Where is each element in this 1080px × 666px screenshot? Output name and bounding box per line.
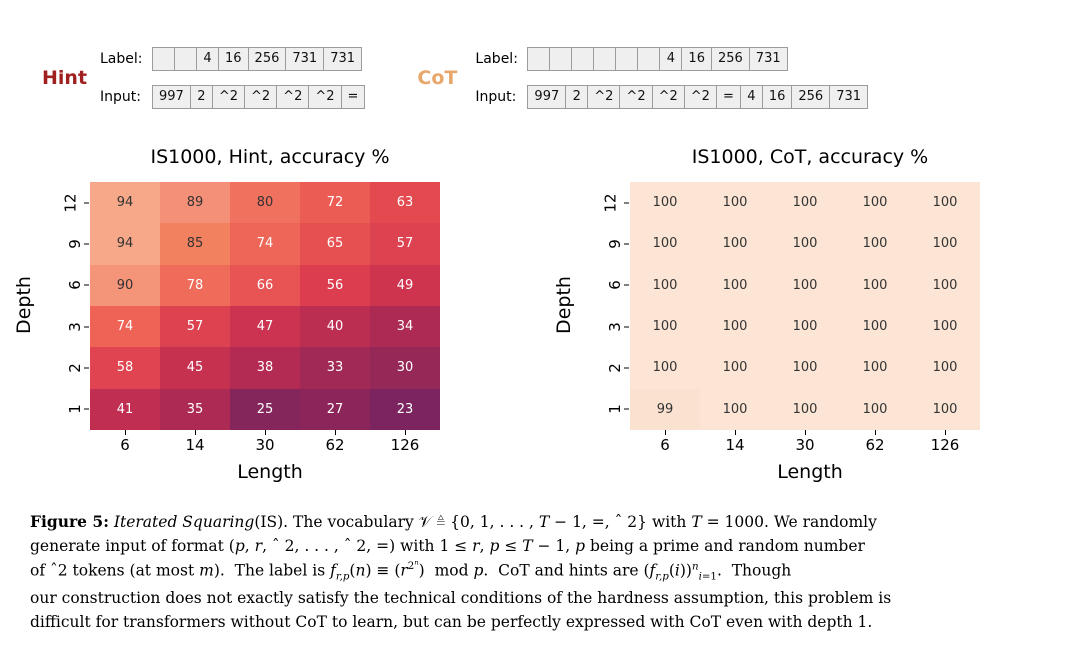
diagram-row	[100, 47, 365, 71]
y-tick-mark	[84, 368, 89, 369]
caption-line-3: our construction does not exactly satisfy the technical conditions of the hardness assumption, this problem is	[30, 588, 892, 607]
y-tick-mark	[624, 326, 629, 327]
token-cell: ^2	[588, 86, 620, 108]
y-tick-label: 9	[606, 239, 625, 249]
diagram-title-hint: Hint	[42, 67, 88, 89]
token-cell	[528, 48, 550, 70]
token-cell	[638, 48, 660, 70]
diagram-row-label: Label:	[475, 51, 518, 67]
token-cell: ^2	[245, 86, 277, 108]
y-tick-mark	[624, 202, 629, 203]
token-cell: 256	[249, 48, 287, 70]
x-tick-label: 6	[660, 436, 670, 454]
heatmap-cell: 99	[630, 389, 700, 430]
token-cell: 2	[191, 86, 213, 108]
y-tick-label: 2	[66, 363, 85, 373]
heatmap-cell: 100	[700, 306, 770, 347]
heatmap-cell: 100	[630, 306, 700, 347]
heatmap-cell: 34	[370, 306, 440, 347]
x-tick-label: 6	[120, 436, 130, 454]
token-cell: 16	[219, 48, 249, 70]
y-tick-mark	[84, 285, 89, 286]
heatmap-grid-wrap-hint	[61, 182, 440, 454]
token-cells	[152, 85, 365, 109]
diagram-title-cot: CoT	[417, 67, 458, 89]
chart-cot	[540, 140, 1080, 485]
token-cell: 16	[763, 86, 793, 108]
heatmap-grid-wrap-cot	[601, 182, 980, 454]
heatmap-cell: 65	[300, 223, 370, 264]
heatmap-cell: 100	[770, 306, 840, 347]
heatmap-cell: 100	[910, 223, 980, 264]
diagram-row-label: Input:	[475, 89, 517, 105]
token-cell: ^2	[620, 86, 652, 108]
heatmap-cell: 47	[230, 306, 300, 347]
caption-line-4: difficult for transformers without CoT to learn, but can be perfectly expressed with CoT even with depth 1.	[30, 612, 873, 631]
diagram-row-label: Input:	[100, 89, 141, 105]
token-cell: 997	[153, 86, 191, 108]
diagram-hint	[42, 28, 365, 128]
token-cell: ^2	[685, 86, 717, 108]
token-cell: 256	[792, 86, 830, 108]
chart-xlabel-cot: Length	[777, 461, 843, 483]
token-cell	[153, 48, 175, 70]
x-tick-mark	[335, 430, 336, 435]
token-cell: 2	[566, 86, 588, 108]
token-cells	[527, 47, 787, 71]
y-tick-label: 6	[606, 280, 625, 291]
caption-line-1: generate input of format (p, r, ˆ 2, . . . , ˆ 2, =) with 1 ≤ r, p ≤ T − 1, p being a prime and random number	[30, 537, 865, 556]
caption-line-2: of ˆ2 tokens (at most m). The label is $f_{r,p}(n) \equiv (r^{2^n})$ mod p. CoT and hints are $(f_{r,p}(i))^n_{i=1}$. Though	[30, 559, 792, 583]
heatmap-cell: 78	[160, 265, 230, 306]
x-tick-mark	[125, 430, 126, 435]
heatmap-cell: 100	[630, 347, 700, 388]
x-tick-mark	[875, 430, 876, 435]
token-cell	[550, 48, 572, 70]
token-cell: 997	[528, 86, 566, 108]
heatmap-cell: 85	[160, 223, 230, 264]
chart-title-hint: IS1000, Hint, accuracy %	[150, 146, 390, 168]
heatmap-cell: 25	[230, 389, 300, 430]
token-cell: ^2	[309, 86, 341, 108]
token-cell: 4	[197, 48, 219, 70]
token-diagrams	[0, 28, 1080, 128]
token-cell: =	[347, 89, 359, 104]
heatmap-cell: 23	[370, 389, 440, 430]
x-tick-mark	[665, 430, 666, 435]
heatmap-cell: 72	[300, 182, 370, 223]
heatmap-cell: 89	[160, 182, 230, 223]
heatmap-cell: 45	[160, 347, 230, 388]
heatmap-cell: 100	[840, 347, 910, 388]
token-cell: 4	[741, 86, 763, 108]
x-tick-mark	[735, 430, 736, 435]
heatmap-cell: 100	[700, 265, 770, 306]
caption-line-0: Iterated Squaring(IS). The vocabulary 𝒱 ≜ {0, 1, . . . , T − 1, =, ˆ 2} with T = 1000. We randomly	[113, 513, 877, 531]
token-cell: 16	[682, 48, 712, 70]
figure-caption	[30, 510, 1050, 634]
heatmap-cell: 57	[370, 223, 440, 264]
token-cell: ^2	[653, 86, 685, 108]
heatmap-cell: 74	[230, 223, 300, 264]
heatmap-cell: 100	[910, 306, 980, 347]
heatmap-cell: 90	[90, 265, 160, 306]
chart-ylabel-hint: Depth	[13, 276, 35, 334]
diagram-row-label: Label:	[100, 51, 143, 67]
token-cell: 256	[712, 48, 750, 70]
y-tick-label: 3	[606, 321, 625, 332]
heatmap-cell: 49	[370, 265, 440, 306]
heatmap-cell: 94	[90, 182, 160, 223]
heatmap-cell: 100	[700, 389, 770, 430]
heatmap-cell: 100	[700, 223, 770, 264]
x-tick-label: 126	[390, 436, 420, 454]
token-cell: ^2	[277, 86, 309, 108]
y-tick-label: 12	[61, 193, 80, 213]
y-tick-label: 12	[601, 193, 620, 213]
token-cell	[616, 48, 638, 70]
x-tick-label: 14	[725, 436, 745, 454]
x-tick-label: 62	[325, 436, 345, 454]
x-tick-label: 62	[865, 436, 885, 454]
heatmap-cell: 100	[910, 389, 980, 430]
y-tick-mark	[84, 409, 89, 410]
token-cell: ^2	[213, 86, 245, 108]
heatmap-cell: 100	[700, 182, 770, 223]
token-cell	[175, 48, 197, 70]
heatmap-cell: 100	[630, 223, 700, 264]
y-tick-mark	[624, 244, 629, 245]
heatmap-cell: 100	[770, 182, 840, 223]
chart-xlabel-hint: Length	[237, 461, 303, 483]
heatmap-cell: 100	[770, 265, 840, 306]
token-cell: =	[717, 86, 741, 108]
y-tick-mark	[624, 285, 629, 286]
y-tick-label: 6	[66, 280, 85, 291]
token-cell	[572, 48, 594, 70]
token-cell: 731	[330, 51, 356, 66]
heatmap-cell: 40	[300, 306, 370, 347]
heatmap-cell: 100	[840, 265, 910, 306]
heatmap-cell: 100	[840, 223, 910, 264]
heatmap-cell: 100	[770, 389, 840, 430]
token-cell: 731	[836, 89, 862, 104]
caption-label: Figure 5:	[30, 512, 109, 531]
y-tick-mark	[624, 409, 629, 410]
heatmap-cell: 100	[770, 347, 840, 388]
x-tick-mark	[945, 430, 946, 435]
token-cell: 4	[660, 48, 682, 70]
y-tick-mark	[84, 326, 89, 327]
y-tick-mark	[84, 202, 89, 203]
diagram-rows-hint	[100, 47, 365, 109]
heatmap-cell: 66	[230, 265, 300, 306]
heatmap-cell: 80	[230, 182, 300, 223]
heatmap-cell: 100	[910, 182, 980, 223]
chart-hint	[0, 140, 540, 485]
x-tick-mark	[265, 430, 266, 435]
y-tick-label: 1	[606, 404, 625, 415]
token-cell	[594, 48, 616, 70]
heatmap-cell: 74	[90, 306, 160, 347]
x-tick-label: 30	[795, 436, 815, 454]
heatmap-cell: 27	[300, 389, 370, 430]
chart-title-cot: IS1000, CoT, accuracy %	[691, 146, 929, 168]
token-cell: 731	[286, 48, 324, 70]
heatmap-cell: 100	[840, 182, 910, 223]
x-tick-mark	[195, 430, 196, 435]
heatmap-cell: 63	[370, 182, 440, 223]
y-tick-mark	[84, 244, 89, 245]
x-tick-label: 126	[930, 436, 960, 454]
token-cells	[152, 47, 362, 71]
diagram-rows-cot	[475, 47, 868, 109]
chart-ylabel-cot: Depth	[553, 276, 575, 334]
heatmap-grid-hint	[90, 182, 440, 430]
y-tick-label: 2	[606, 363, 625, 373]
heatmap-cell: 56	[300, 265, 370, 306]
y-tick-label: 3	[66, 321, 85, 332]
token-cell: 731	[755, 51, 781, 66]
y-tick-label: 1	[66, 404, 85, 415]
heatmap-cell: 57	[160, 306, 230, 347]
token-cells	[527, 85, 868, 109]
y-tick-label: 9	[66, 239, 85, 249]
heatmap-cell: 30	[370, 347, 440, 388]
heatmap-cell: 100	[840, 389, 910, 430]
heatmap-cell: 100	[910, 347, 980, 388]
heatmap-cell: 35	[160, 389, 230, 430]
x-tick-label: 30	[255, 436, 275, 454]
x-tick-mark	[805, 430, 806, 435]
heatmap-cell: 100	[700, 347, 770, 388]
y-tick-mark	[624, 368, 629, 369]
heatmap-cell: 100	[630, 265, 700, 306]
heatmap-cell: 94	[90, 223, 160, 264]
x-tick-label: 14	[185, 436, 205, 454]
diagram-row	[475, 47, 868, 71]
heatmap-cell: 58	[90, 347, 160, 388]
diagram-cot	[417, 28, 868, 128]
heatmap-cell: 33	[300, 347, 370, 388]
heatmap-charts	[0, 140, 1080, 485]
heatmap-cell: 38	[230, 347, 300, 388]
heatmap-cell: 100	[770, 223, 840, 264]
heatmap-grid-cot	[630, 182, 980, 430]
diagram-row	[100, 85, 365, 109]
diagram-row	[475, 85, 868, 109]
heatmap-cell: 100	[840, 306, 910, 347]
heatmap-cell: 41	[90, 389, 160, 430]
heatmap-cell: 100	[910, 265, 980, 306]
heatmap-cell: 100	[630, 182, 700, 223]
x-tick-mark	[405, 430, 406, 435]
